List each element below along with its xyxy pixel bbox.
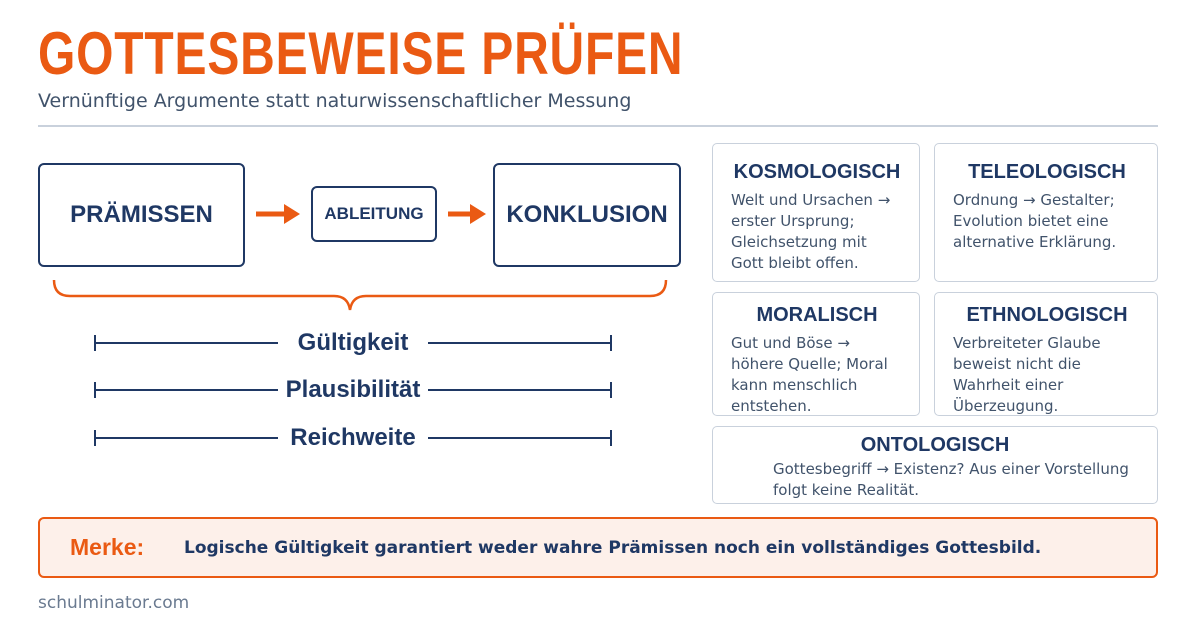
premises-box: PRÄMISSEN — [38, 163, 245, 267]
criterion-plausibility: Plausibilität — [278, 376, 428, 404]
note-text: Logische Gültigkeit garantiert weder wahre Prämissen noch ein vollständiges Gottesbild. — [184, 537, 1042, 558]
footer-source: schulminator.com — [38, 593, 190, 613]
header-divider — [38, 125, 1158, 127]
card-text: Verbreiteter Glaube beweist nicht die Wahrheit einer Überzeugung. — [953, 334, 1101, 415]
criterion-scope: Reichweite — [278, 424, 428, 452]
curly-brace — [54, 280, 666, 310]
card-teleological — [934, 143, 1158, 282]
note-label: Merke: — [70, 534, 145, 560]
note-box — [38, 517, 1158, 578]
card-text: Welt und Ursachen → erster Ursprung; Gleichsetzung mit Gott bleibt offen. — [731, 191, 891, 272]
card-ontological — [712, 426, 1158, 504]
card-title: TELEOLOGISCH — [968, 161, 1126, 183]
card-ethnological — [934, 292, 1158, 416]
arrow-right-icon — [448, 204, 486, 224]
card-title: ETHNOLOGISCH — [966, 304, 1128, 326]
card-title: ONTOLOGISCH — [860, 434, 1010, 456]
card-title: KOSMOLOGISCH — [733, 161, 901, 183]
page-subtitle: Vernünftige Argumente statt naturwissenschaftlicher Messung — [38, 90, 632, 112]
card-text: Gut und Böse → höhere Quelle; Moral kann menschlich entstehen. — [731, 334, 888, 415]
page-title: GOTTESBEWEISE PRÜFEN — [38, 20, 684, 87]
criterion-validity: Gültigkeit — [278, 329, 428, 357]
card-moral — [712, 292, 920, 416]
card-title: MORALISCH — [756, 304, 878, 326]
arrow-right-icon — [256, 204, 300, 224]
card-cosmological — [712, 143, 920, 282]
card-text: Gottesbegriff → Existenz? Aus einer Vorstellung folgt keine Realität. — [773, 460, 1129, 499]
conclusion-box: KONKLUSION — [493, 163, 681, 267]
card-text: Ordnung → Gestalter; Evolution bietet eine alternative Erklärung. — [953, 191, 1117, 251]
derivation-box: ABLEITUNG — [311, 186, 437, 242]
